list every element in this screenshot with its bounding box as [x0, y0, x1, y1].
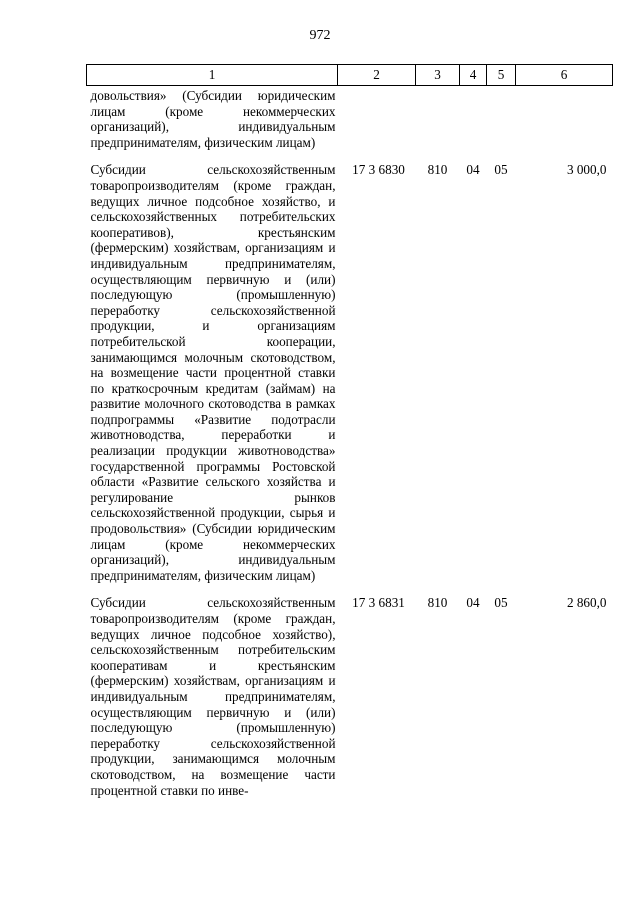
row-description: Субсидии сельскохозяйственным товаропроизводителям (кроме граждан, ведущих личное подсобное хозяйство, и сельскохозяйственных потребительских кооперативов), крестьянским (фермерским) хозяйствам, организациям и индивидуальным предпринимателям, осуществляющим первичную и (или) последующую (промышленную) переработку сельскохозяйственной продукции, и организациям потребительской кооперации, занимающимся молочным скотоводством, на возмещение части процентной ставки по краткосрочным кредитам (займам) на развитие молочного скотоводства в рамках подпрограммы «Развитие подотрасли животноводства, переработки и реализации продукции животноводства» государственной программы Ростовской области «Развитие сельского хозяйства и регулирование рынков сельскохозяйственной продукции, сырья и продовольствия» (Субсидии юридическим лицам (кроме некоммерческих организаций), индивидуальным предпринимателям, физическим лицам)	[90, 162, 336, 583]
row-description: довольствия» (Субсидии юридическим лицам (кроме некоммерческих организаций), индивидуальным предпринимателям, физическим лицам)	[90, 88, 336, 150]
row-section: 04	[466, 595, 480, 611]
header-cell-1: 1	[87, 65, 338, 86]
row-expense-type: 810	[427, 162, 448, 178]
row-target-code	[338, 86, 416, 151]
header-cell-5: 5	[487, 65, 516, 86]
page-number: 972	[309, 28, 331, 43]
row-subsection: 05	[494, 595, 508, 611]
row-subsection: 05	[494, 162, 508, 178]
header-cell-6: 6	[516, 65, 613, 86]
row-description: Субсидии сельскохозяйственным товаропроизводителям (кроме граждан, ведущих личное подсобное хозяйство), сельскохозяйственным потребительским кооперативам и крестьянским (фермерским) хозяйствам, организациям и индивидуальным предпринимателям, осуществляющим первичную и (или) последующую (промышленную) переработку сельскохозяйственной продукции, занимающимся молочным скотоводством, на возмещение части процентной ставки по инве-	[90, 595, 336, 798]
row-target-code: 17 3 6830	[352, 162, 405, 178]
header-row	[87, 65, 613, 86]
header-cell-2: 2	[338, 65, 416, 86]
row-expense-type	[416, 86, 460, 151]
row-amount: 3 000,0	[566, 162, 607, 178]
table-row	[87, 583, 613, 798]
header-cell-3: 3	[416, 65, 460, 86]
row-expense-type: 810	[427, 595, 448, 611]
row-section	[460, 86, 487, 151]
row-section: 04	[466, 162, 480, 178]
table-row	[87, 86, 613, 151]
budget-table	[86, 64, 613, 798]
row-amount: 2 860,0	[566, 595, 607, 611]
row-amount	[516, 86, 613, 151]
header-cell-4: 4	[460, 65, 487, 86]
row-target-code: 17 3 6831	[352, 595, 405, 611]
row-subsection	[487, 86, 516, 151]
table-row	[87, 150, 613, 583]
